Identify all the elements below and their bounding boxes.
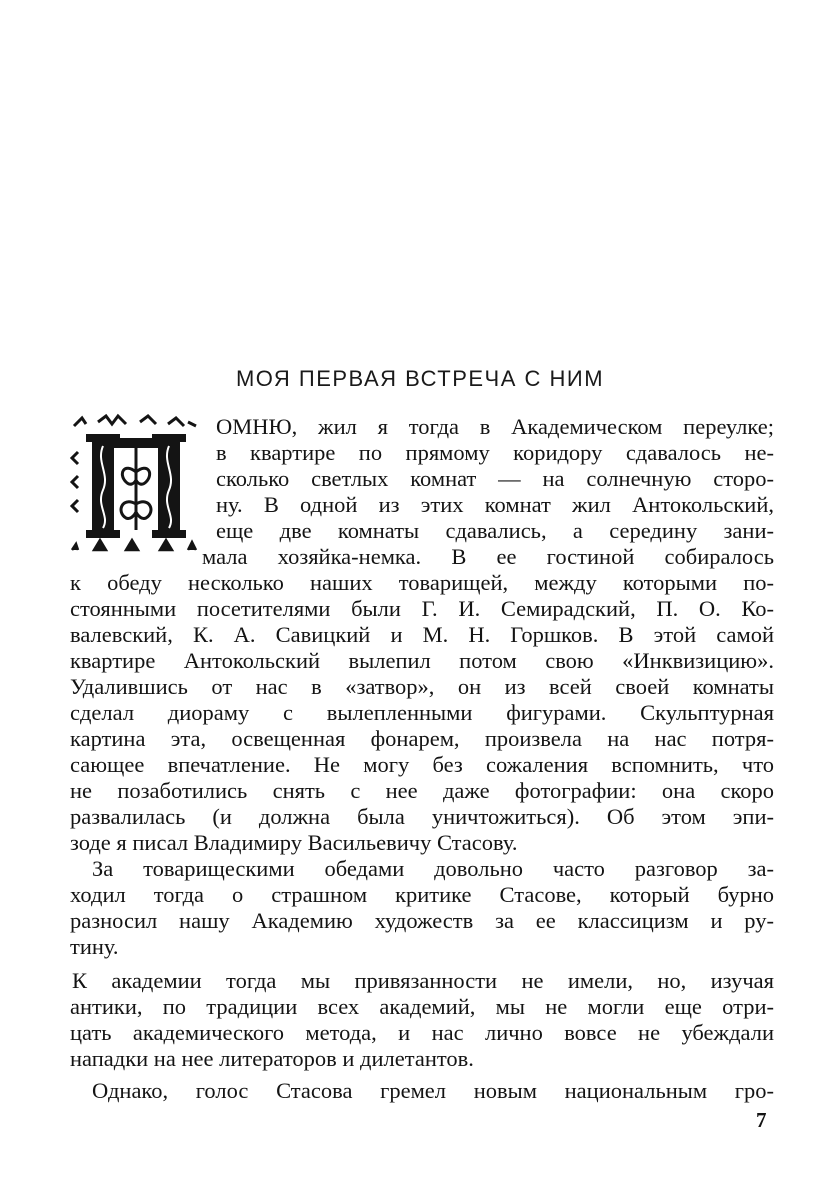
dropcap-initial: [68, 412, 200, 554]
text-line: развалилась (и должна была уничтожиться). Об этом эпи-: [70, 804, 774, 829]
chapter-title: МОЯ ПЕРВАЯ ВСТРЕЧА С НИМ: [235, 366, 605, 391]
text-line: картина эта, освещенная фонарем, произвела на нас потря-: [70, 726, 774, 751]
text-line: антики, по традиции всех академий, мы не могли еще отри-: [70, 994, 774, 1019]
text-line: сающее впечатление. Не могу без сожаления вспомнить, что: [70, 752, 774, 777]
text-line: к обеду несколько наших товарищей, между которыми по-: [70, 570, 774, 595]
text-line: сделал диораму с вылепленными фигурами. Скульптурная: [70, 700, 774, 725]
text-line: цать академического метода, и нас лично вовсе не убеждали: [70, 1020, 774, 1045]
text-line: нападки на нее литераторов и дилетантов.: [70, 1046, 474, 1071]
text-line: валевский, К. А. Савицкий и М. Н. Горшков. В этой самой: [70, 622, 774, 647]
text-line: зоде я писал Владимиру Васильевичу Стасову.: [70, 830, 518, 855]
text-line: разносил нашу Академию художеств за ее классицизм и ру-: [70, 908, 774, 933]
text-line: в квартире по прямому коридору сдавалось не-: [216, 440, 774, 465]
text-line: Однако, голос Стасова гремел новым национальным гро-: [92, 1078, 774, 1103]
text-line: не позаботились снять с нее даже фотографии: она скоро: [70, 778, 774, 803]
text-line: еще две комнаты сдавались, а середину зани-: [216, 518, 774, 543]
text-line: ходил тогда о страшном критике Стасове, который бурно: [70, 882, 774, 907]
text-line: ну. В одной из этих комнат жил Антокольский,: [216, 492, 774, 517]
page-number: 7: [756, 1108, 767, 1132]
text-line: ОМНЮ, жил я тогда в Академическом переулке;: [216, 414, 774, 439]
text-line: Удалившись от нас в «затвор», он из всей своей комнаты: [70, 674, 774, 699]
text-line: За товарищескими обедами довольно часто разговор за-: [92, 856, 774, 881]
text-line: тину.: [70, 934, 119, 959]
text-line: К академии тогда мы привязанности не имели, но, изучая: [72, 968, 774, 993]
text-line: мала хозяйка-немка. В ее гостиной собиралось: [202, 544, 774, 569]
ornamental-initial-icon: [68, 412, 200, 554]
text-line: сколько светлых комнат — на солнечную сторо-: [216, 466, 774, 491]
text-line: квартире Антокольский вылепил потом свою «Инквизицию».: [70, 648, 774, 673]
text-line: стоянными посетителями были Г. И. Семирадский, П. О. Ко-: [70, 596, 774, 621]
